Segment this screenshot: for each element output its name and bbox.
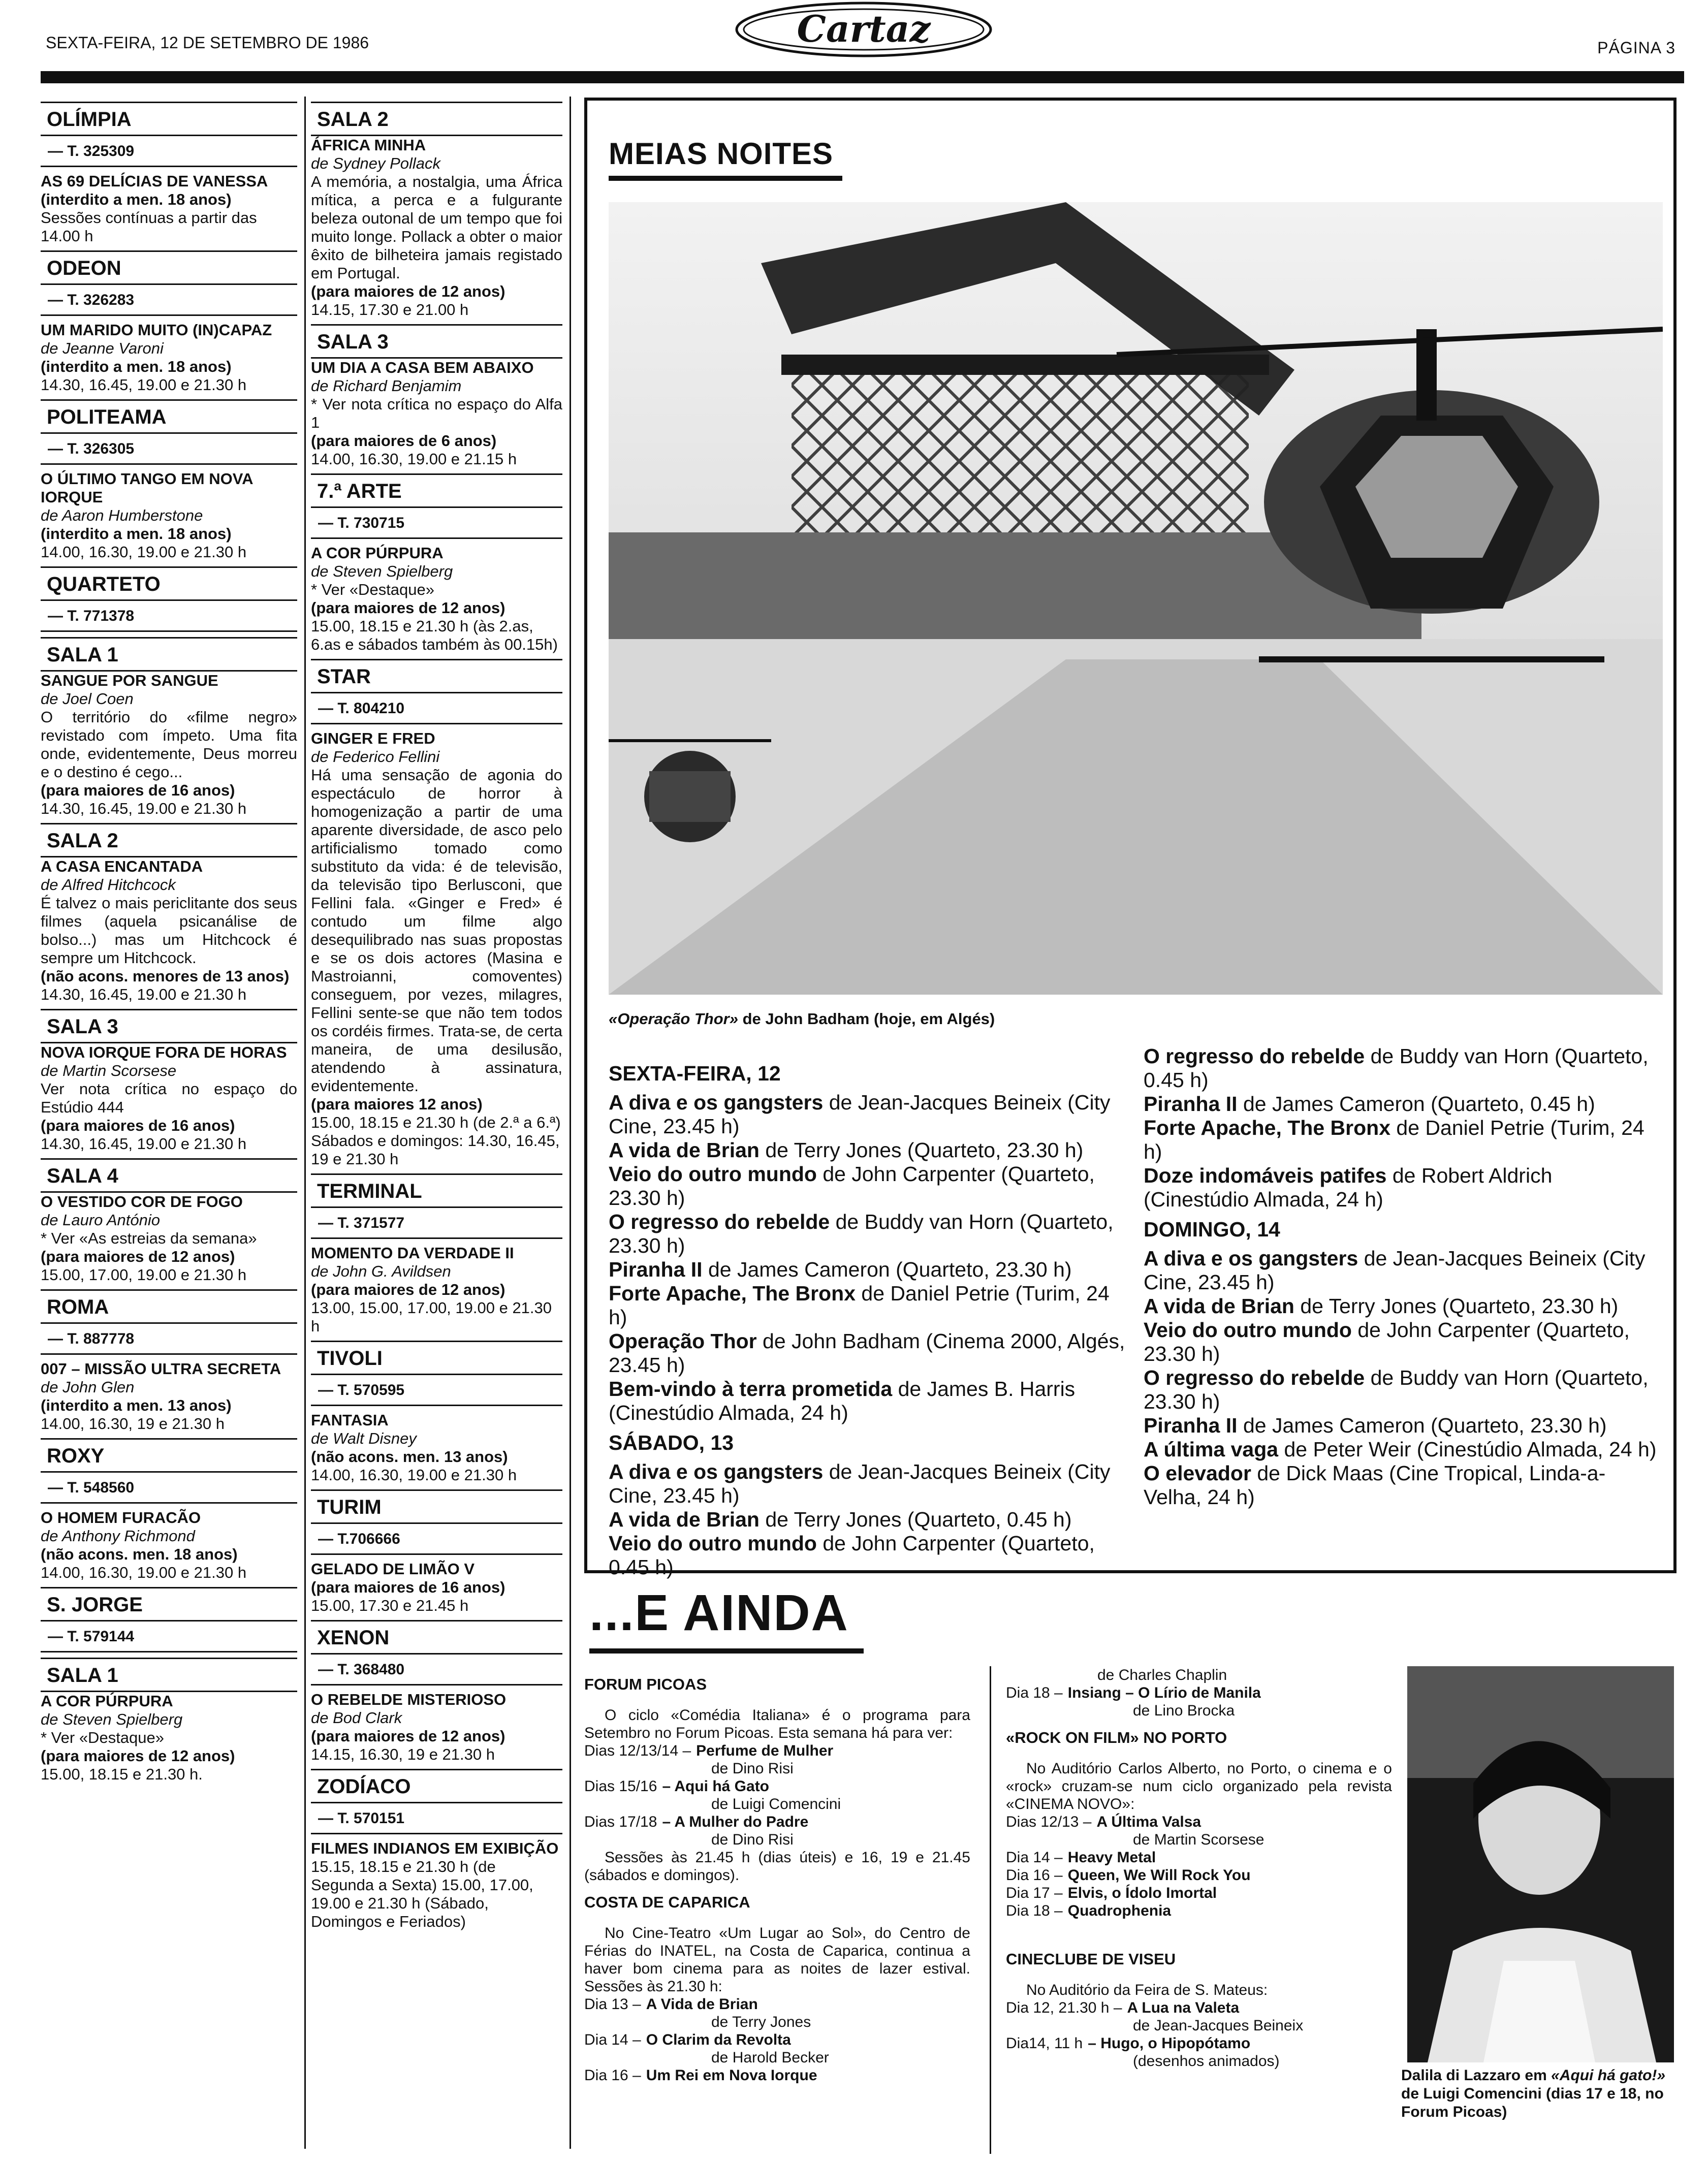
programme-days: Dia 12, 21.30 h – [1006,1999,1122,2016]
age-rating: (interdito a men. 18 anos) [41,190,232,208]
rock-programme [1006,1813,1392,1920]
screening-entry [609,1282,1132,1329]
film-title: GINGER E FRED [311,729,435,747]
cineclube-viseu-intro: No Auditório da Feira de S. Mateus: [1026,1982,1268,1998]
programme-row [584,2031,970,2049]
session-times: 15.00, 18.15 e 21.30 h. [41,1765,203,1783]
dalila-di-lazzaro-photo [1407,1666,1674,2062]
day-heading: SÁBADO, 13 [609,1431,734,1454]
venue-phone: — T. 371577 [311,1208,562,1239]
venue-name: SALA 4 [41,1158,297,1193]
venue-name: SALA 1 [41,637,297,672]
age-rating: (não acons. men. 13 anos) [311,1448,508,1466]
screening-film: A última vaga [1144,1438,1279,1461]
screening-entry [609,1138,1132,1162]
screening-film: A diva e os gangsters [1144,1247,1358,1270]
programme-title: – A Mulher do Padre [662,1814,809,1830]
programme-row [584,1742,970,1760]
age-rating: (para maiores de 12 anos) [311,1281,505,1298]
film-director: de John Glen [41,1378,135,1396]
cineclube-viseu-heading: CINECLUBE DE VISEU [1006,1950,1176,1968]
programme-days: Dia 14 – [584,2031,641,2048]
venue-phone: — T. 326305 [41,434,297,465]
venue-name: OLÍMPIA [41,102,297,136]
programme-title: A Vida de Brian [646,1996,758,2013]
screening-details: de James Cameron (Quarteto, 23.30 h) [702,1258,1072,1281]
film-title: A CASA ENCANTADA [41,857,203,875]
age-rating: (para maiores de 6 anos) [311,432,497,450]
screening-details: de Terry Jones (Quarteto, 23.30 h) [1294,1294,1619,1318]
programme-director: de Terry Jones [711,2014,811,2030]
costa-caparica-intro: No Cine-Teatro «Um Lugar ao Sol», do Centro de Férias do INATEL, na Costa de Caparica, continua a haver bom cinema para as noites de lazer estival. Sessões às 21.30 h: [584,1925,970,1995]
screening-film: Piranha II [1144,1092,1238,1116]
programme-title: Heavy Metal [1067,1849,1156,1866]
venue-name: S. JORGE [41,1587,297,1622]
screening-entry [609,1091,1132,1138]
programme-title: A Última Valsa [1096,1814,1201,1830]
programme-days: Dia 13 – [584,1996,641,2013]
film-title: O REBELDE MISTERIOSO [311,1691,507,1708]
programme-row [584,2066,970,2084]
film-director: de Alfred Hitchcock [41,876,176,894]
film-note: O território do «filme negro» revistado com ímpeto. Uma fita onde, evidentemente, Deus morreu e o destino é cego... [41,708,297,781]
venue-name: ROMA [41,1289,297,1324]
age-rating: (não acons. menores de 13 anos) [41,967,290,985]
venue-name: XENON [311,1620,562,1655]
venue-phone: — T. 325309 [41,136,297,167]
screening-film: Doze indomáveis patifes [1144,1164,1387,1187]
programme-row [1006,1849,1392,1866]
forum-picoas-intro: O ciclo «Comédia Italiana» é o programa para Setembro no Forum Picoas. Esta semana há para ver: [584,1707,970,1741]
screening-details: de John Badham (Cinema 2000, Algés, 23.45 h) [609,1329,1125,1377]
meias-noites-box [584,98,1677,1579]
screening-film: Forte Apache, The Bronx [609,1282,856,1305]
age-rating: (interdito a men. 13 anos) [41,1396,232,1414]
session-times: 14.30, 16.45, 19.00 e 21.30 h [41,800,247,817]
film-title: GELADO DE LIMÃO V [311,1560,475,1578]
film-title: SANGUE POR SANGUE [41,672,218,689]
venue-name: POLITEAMA [41,399,297,434]
page-number: PÁGINA 3 [1597,39,1675,57]
programme-row [1006,2034,1392,2052]
programme-row [584,1995,970,2013]
film-title: O HOMEM FURACÃO [41,1509,201,1527]
venue-phone: — T. 368480 [311,1655,562,1686]
programme-row [1006,1902,1392,1920]
programme-days: Dia 16 – [1006,1867,1063,1884]
age-rating: (para maiores de 16 anos) [311,1578,505,1596]
screening-film: O elevador [1144,1461,1251,1485]
film-director: de Walt Disney [311,1429,417,1447]
session-times: 15.00, 17.00, 19.00 e 21.30 h [41,1266,247,1284]
age-rating: (para maiores de 12 anos) [41,1747,235,1765]
venue-phone: — T. 804210 [311,693,562,724]
day-heading: SEXTA-FEIRA, 12 [609,1062,781,1085]
age-rating: (interdito a men. 18 anos) [41,358,232,375]
continued-director: de Charles Chaplin [1097,1667,1227,1683]
helicopter-bridge-photo [609,202,1663,995]
screening-entry [609,1329,1132,1377]
forum-sessions: Sessões às 21.45 h (dias úteis) e 16, 19 e 21.45 (sábados e domingos). [584,1849,970,1884]
screening-details: de John Carpenter (Quarteto, 0.45 h) [609,1532,1095,1579]
film-note: * Ver «Destaque» [311,581,435,598]
session-times: 14.00, 16.30, 19.00 e 21.30 h [311,1466,517,1484]
film-director: de Martin Scorsese [41,1062,177,1079]
programme-director: de Dino Risi [711,1831,794,1848]
venue-phone: — T. 326283 [41,285,297,316]
film-note: * Ver nota crítica no espaço do Alfa 1 [311,395,562,431]
session-times: 14.00, 16.30, 19.00 e 21.30 h [41,1564,247,1581]
film-title: ÁFRICA MINHA [311,136,426,154]
screening-details: de James B. Harris (Cinestúdio Almada, 24 h) [609,1377,1076,1424]
screening-entry [609,1162,1132,1210]
venue-name: SALA 2 [41,823,297,857]
programme-days: Dia14, 11 h [1006,2035,1083,2052]
programme-title: – Aqui há Gato [662,1778,770,1795]
venue-name: SALA 3 [41,1009,297,1043]
film-note: Ver nota crítica no espaço do Estúdio 444 [41,1080,297,1116]
session-times: 14.30, 16.45, 19.00 e 21.30 h [41,1135,247,1153]
screening-film: Operação Thor [609,1329,757,1353]
programme-title: Um Rei em Nova Iorque [646,2067,817,2084]
venue-name: ROXY [41,1438,297,1473]
session-times: 14.00, 16.30, 19.00 e 21.30 h [41,543,247,561]
film-title: O ÚLTIMO TANGO EM NOVA IORQUE [41,470,253,506]
venue-name: TIVOLI [311,1341,562,1375]
venue-name: TURIM [311,1489,562,1524]
programme-row [1006,1866,1392,1884]
screening-details: de Buddy van Horn (Quarteto, 23.30 h) [609,1210,1114,1257]
screening-film: A diva e os gangsters [609,1460,824,1483]
screening-film: Piranha II [609,1258,703,1281]
screening-details: de Peter Weir (Cinestúdio Almada, 24 h) [1278,1438,1657,1461]
venue-phone: — T. 579144 [41,1622,297,1652]
venue-name: SALA 3 [311,324,562,359]
header-date: SEXTA-FEIRA, 12 DE SETEMBRO DE 1986 [46,34,369,52]
programme-title: A Lua na Valeta [1127,1999,1240,2016]
programme-director: de Martin Scorsese [1133,1831,1264,1848]
venue-phone: — T. 730715 [311,508,562,539]
header-rule [41,71,1684,83]
screening-details: de Daniel Petrie (Turim, 24 h) [1144,1116,1644,1163]
session-times: 15.00, 17.30 e 21.45 h [311,1597,469,1614]
column-divider [990,1666,991,2154]
screening-details: de Dick Maas (Cine Tropical, Linda-a-Velha, 24 h) [1144,1461,1606,1509]
screening-details: de Buddy van Horn (Quarteto, 23.30 h) [1144,1366,1649,1413]
venue-name: QUARTETO [41,566,297,601]
logo-text: Cartaz [797,7,931,50]
screening-film: O regresso do rebelde [1144,1044,1365,1068]
programme-title: Perfume de Mulher [696,1742,834,1759]
screening-entry [1144,1414,1662,1438]
screening-entry [1144,1438,1662,1461]
programme-director: (desenhos animados) [1133,2053,1280,2070]
screening-entry [609,1508,1132,1532]
session-times: 14.15, 16.30, 19 e 21.30 h [311,1745,495,1763]
film-title: A COR PÚRPURA [41,1692,173,1710]
programme-days: Dia 17 – [1006,1885,1063,1901]
screening-entry [609,1377,1132,1425]
screening-entry [609,1460,1132,1508]
screening-entry [609,1532,1132,1579]
programme-days: Dia 14 – [1006,1849,1063,1866]
programme-days: Dias 17/18 [584,1814,657,1830]
screening-details: de Robert Aldrich (Cinestúdio Almada, 24 h) [1144,1164,1553,1211]
programme-row [584,1777,970,1795]
screening-details: de James Cameron (Quarteto, 23.30 h) [1237,1414,1607,1437]
screening-film: A vida de Brian [1144,1294,1294,1318]
listings-column-2 [311,97,571,2149]
session-times: 13.00, 15.00, 17.00, 19.00 e 21.30 h [311,1299,552,1335]
age-rating: (para maiores de 12 anos) [311,1727,505,1745]
age-rating: (para maiores de 12 anos) [311,282,505,300]
venue-name: SALA 1 [41,1658,297,1692]
programme-director: de Harold Becker [711,2049,829,2066]
age-rating: (para maiores 12 anos) [311,1095,483,1113]
programme-days: Dias 12/13 – [1006,1814,1092,1830]
film-note: Há uma sensação de agonia do espectáculo de horror à homogenização a partir de uma aparente diversidade, de asco pelo artificialismo tomado como substituto da vida: é de televisão, da televisão tipo Berlusconi, que Fellini fala. «Ginger e Fred» é contudo um filme algo desequilibrado nas suas propostas e se os dois actores (Masina e Mastroianni, comoventes) conseguem, por vezes, milagres, Fellini sente-se que não tem todos os cordéis firmes. Trata-se, de certa maneira, de uma desilusão, atendendo à assinatura, evidentemente. [311,766,562,1095]
costa-programme [584,1995,970,2084]
programme-title: Elvis, o Ídolo Imortal [1067,1885,1217,1901]
screening-film: O regresso do rebelde [1144,1366,1365,1389]
screening-entry [1144,1366,1662,1414]
screening-details: de John Carpenter (Quarteto, 23.30 h) [609,1162,1095,1210]
venue-phone: — T. 570595 [311,1375,562,1406]
screening-entry [609,1258,1132,1282]
film-note: * Ver «As estreias da semana» [41,1229,257,1247]
screening-film: Veio do outro mundo [609,1162,817,1186]
age-rating: (para maiores de 16 anos) [41,1117,235,1134]
title-underline [609,176,842,181]
programme-director: de Lino Brocka [1133,1702,1235,1719]
venue-phone: — T. 771378 [41,601,297,632]
listings-column-1 [41,97,306,2149]
film-title: NOVA IORQUE FORA DE HORAS [41,1043,287,1061]
e-ainda-underline [589,1648,864,1654]
day-heading: DOMINGO, 14 [1144,1218,1280,1241]
film-director: de Aaron Humberstone [41,506,203,524]
film-title: UM DIA A CASA BEM ABAIXO [311,359,534,376]
session-times: 14.15, 17.30 e 21.00 h [311,301,469,319]
film-director: de Federico Fellini [311,748,440,766]
session-times: 15.00, 18.15 e 21.30 h (às 2.as, 6.as e sábados também às 00.15h) [311,617,558,653]
programme-row [1006,1813,1392,1831]
film-director: de Steven Spielberg [41,1710,183,1728]
screening-entry [1144,1116,1662,1164]
film-director: de Sydney Pollack [311,154,441,172]
film-title: MOMENTO DA VERDADE II [311,1244,514,1262]
session-times: 14.30, 16.45, 19.00 e 21.30 h [41,376,247,394]
session-times: 14.30, 16.45, 19.00 e 21.30 h [41,985,247,1003]
film-director: de John G. Avildsen [311,1262,451,1280]
screening-film: A vida de Brian [609,1508,760,1531]
age-rating: (para maiores de 12 anos) [311,599,505,617]
screening-details: de Jean-Jacques Beineix (City Cine, 23.45 h) [609,1091,1111,1138]
programme-row [1006,1999,1392,2017]
screening-entry [1144,1318,1662,1366]
programme-days: Dia 16 – [584,2067,641,2084]
screening-film: O regresso do rebelde [609,1210,830,1233]
film-title: A COR PÚRPURA [311,544,444,562]
session-times: Sessões contínuas a partir das 14.00 h [41,209,257,245]
programme-title: Quadrophenia [1067,1902,1172,1919]
forum-programme [584,1742,970,1849]
programme-director: de Luigi Comencini [711,1796,841,1813]
screening-details: de Daniel Petrie (Turim, 24 h) [609,1282,1110,1329]
programme-title: Queen, We Will Rock You [1067,1867,1251,1884]
e-ainda-title: ...E AINDA [589,1584,849,1641]
rock-on-film-heading: «ROCK ON FILM» NO PORTO [1006,1729,1227,1746]
forum-picoas-heading: FORUM PICOAS [584,1675,707,1693]
meias-noites-right-list [1144,1044,1662,1509]
programme-days: Dia 18 – [1006,1684,1063,1701]
film-title: O VESTIDO COR DE FOGO [41,1193,243,1211]
continued-programme [1006,1684,1392,1720]
screening-entry [1144,1247,1662,1294]
programme-days: Dias 15/16 [584,1778,657,1795]
rock-on-film-intro: No Auditório Carlos Alberto, no Porto, o cinema e o «rock» cruzam-se num ciclo organizado pela revista «CINEMA NOVO»: [1006,1760,1392,1813]
venue-name: TERMINAL [311,1173,562,1208]
meias-noites-left-list [609,1056,1132,1579]
screening-entry [1144,1092,1662,1116]
age-rating: (interdito a men. 18 anos) [41,525,232,543]
cartaz-logo [732,0,996,61]
screening-details: de John Carpenter (Quarteto, 23.30 h) [1144,1318,1630,1365]
age-rating: (para maiores de 16 anos) [41,781,235,799]
screening-film: Piranha II [1144,1414,1238,1437]
venue-phone: — T. 570151 [311,1803,562,1834]
venue-name: SALA 2 [311,102,562,136]
viseu-programme [1006,1999,1392,2070]
screening-entry [1144,1294,1662,1318]
e-ainda-mid-column [1006,1666,1392,2070]
e-ainda-left-column [584,1666,970,2084]
film-title: FANTASIA [311,1411,389,1429]
venue-name: ZODÍACO [311,1769,562,1803]
session-times: 14.00, 16.30, 19 e 21.30 h [41,1415,225,1433]
screening-film: A diva e os gangsters [609,1091,824,1114]
film-note: * Ver «Destaque» [41,1729,165,1746]
venue-name: ODEON [41,250,297,285]
venue-phone: — T. 887778 [41,1324,297,1355]
screening-details: de Jean-Jacques Beineix (City Cine, 23.45 h) [609,1460,1111,1507]
screening-details: de Jean-Jacques Beineix (City Cine, 23.45 h) [1144,1247,1646,1294]
screening-film: Veio do outro mundo [1144,1318,1352,1342]
costa-caparica-heading: COSTA DE CAPARICA [584,1893,750,1911]
programme-days: Dias 12/13/14 – [584,1742,691,1759]
programme-row [584,1813,970,1831]
film-title: UM MARIDO MUITO (IN)CAPAZ [41,321,272,339]
photo-caption: «Operação Thor» de John Badham (hoje, em Algés) [609,1010,995,1028]
programme-director: de Jean-Jacques Beineix [1133,2017,1304,2034]
screening-details: de Buddy van Horn (Quarteto, 0.45 h) [1144,1044,1649,1092]
programme-title: – Hugo, o Hipopótamo [1088,2035,1251,2052]
film-director: de Anthony Richmond [41,1527,195,1545]
age-rating: (para maiores de 12 anos) [41,1248,235,1265]
session-times: 15.15, 18.15 e 21.30 h (de Segunda a Sexta) 15.00, 17.00, 19.00 e 21.30 h (Sábado, Domingos e Feriados) [311,1858,533,1930]
programme-row [1006,1684,1392,1702]
programme-days: Dia 18 – [1006,1902,1063,1919]
screening-details: de James Cameron (Quarteto, 0.45 h) [1237,1092,1595,1116]
programme-row [1006,1884,1392,1902]
programme-title: Insiang – O Lírio de Manila [1067,1684,1261,1701]
film-title: AS 69 DELÍCIAS DE VANESSA [41,172,268,190]
film-title: 007 – MISSÃO ULTRA SECRETA [41,1360,281,1378]
film-director: de Lauro António [41,1211,160,1229]
film-note: É talvez o mais periclitante dos seus filmes (aquela psicanálise de bolso...) mas um Hitchcock é sempre um Hitchcock. [41,894,297,967]
screening-entry [1144,1044,1662,1092]
portrait-caption: Dalila di Lazzaro em «Aqui há gato!» de Luigi Comencini (dias 17 e 18, no Forum Picoas) [1401,2067,1666,2120]
film-director: de Bod Clark [311,1709,402,1727]
programme-title: O Clarim da Revolta [646,2031,791,2048]
screening-film: Forte Apache, The Bronx [1144,1116,1390,1139]
film-director: de Joel Coen [41,690,134,708]
screening-entry [1144,1461,1662,1509]
programme-director: de Dino Risi [711,1760,794,1777]
meias-noites-title: MEIAS NOITES [609,137,834,171]
venue-phone: — T. 548560 [41,1473,297,1504]
venue-name: STAR [311,659,562,693]
screening-film: Bem-vindo à terra prometida [609,1377,893,1401]
screening-details: de Terry Jones (Quarteto, 23.30 h) [759,1138,1084,1162]
session-times: 14.00, 16.30, 19.00 e 21.15 h [311,450,517,468]
screening-film: A vida de Brian [609,1138,760,1162]
film-title: FILMES INDIANOS EM EXIBIÇÃO [311,1839,559,1857]
film-director: de Jeanne Varoni [41,339,164,357]
venue-phone: — T.706666 [311,1524,562,1555]
age-rating: (não acons. men. 18 anos) [41,1545,238,1563]
screening-details: de Terry Jones (Quarteto, 0.45 h) [759,1508,1072,1531]
film-director: de Richard Benjamim [311,377,462,395]
session-times: 15.00, 18.15 e 21.30 h (de 2.ª a 6.ª) Sábados e domingos: 14.30, 16.45, 19 e 21.30 h [311,1114,561,1168]
screening-entry [1144,1164,1662,1212]
film-note: A memória, a nostalgia, uma África mítica, a perca e a fulgurante beleza outonal de um tempo que foi muito longe. Pollack a obter o maior êxito de bilheteira jamais registado em Portugal. [311,173,562,282]
venue-name: 7.ª ARTE [311,473,562,508]
screening-film: Veio do outro mundo [609,1532,817,1555]
screening-entry [609,1210,1132,1258]
film-director: de Steven Spielberg [311,562,453,580]
